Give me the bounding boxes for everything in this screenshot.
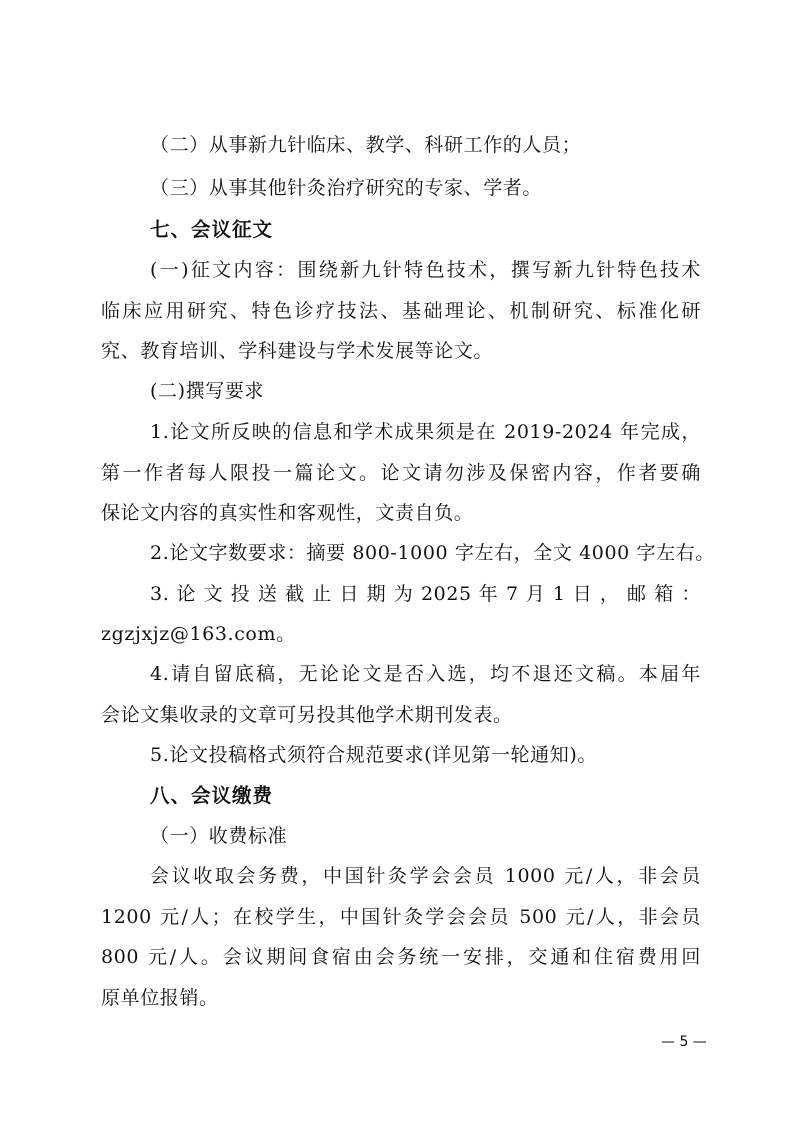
subsection-heading: （一）收费标准: [150, 825, 288, 847]
section-heading-7: 七、会议征文: [150, 218, 274, 241]
page-number: — 5 —: [661, 1034, 707, 1050]
paragraph-line: 2.论文字数要求：摘要 800-1000 字左右，全文 4000 字左右。: [150, 542, 715, 564]
paragraph-line: 5.论文投稿格式须符合规范要求(详见第一轮通知)。: [150, 744, 597, 766]
paragraph-line: (一)征文内容：围绕新九针特色技术，撰写新九针特色技术: [150, 259, 701, 281]
paragraph-line: 会论文集收录的文章可另投其他学术期刊发表。: [101, 704, 513, 726]
paragraph-line: 800 元/人。会议期间食宿由会务统一安排，交通和住宿费用回: [101, 946, 701, 968]
paragraph-line: 临床应用研究、特色诊疗技法、基础理论、机制研究、标准化研: [101, 300, 701, 322]
section-heading-8: 八、会议缴费: [150, 784, 274, 807]
subsection-heading: (二)撰写要求: [150, 380, 265, 402]
paragraph-line: 会议收取会务费，中国针灸学会会员 1000 元/人，非会员: [150, 865, 701, 887]
paragraph-line: （二）从事新九针临床、教学、科研工作的人员；: [150, 134, 582, 156]
email-line: zgzjxjz@163.com。: [101, 623, 296, 645]
paragraph-line: 3. 论 文 投 送 截 止 日 期 为 2025 年 7 月 1 日 ， 邮 箱 ：: [150, 583, 701, 605]
paragraph-line: 原单位报销。: [101, 987, 219, 1009]
paragraph-line: （三）从事其他针灸治疗研究的专家、学者。: [150, 177, 543, 199]
paragraph-line: 究、教育培训、学科建设与学术发展等论文。: [101, 340, 494, 362]
paragraph-line: 4.请自留底稿，无论论文是否入选，均不退还文稿。本届年: [150, 663, 701, 685]
paragraph-line: 保论文内容的真实性和客观性，文责自负。: [101, 502, 474, 524]
paragraph-line: 第一作者每人限投一篇论文。论文请勿涉及保密内容，作者要确: [101, 462, 701, 484]
paragraph-line: 1.论文所反映的信息和学术成果须是在 2019-2024 年完成，: [150, 421, 701, 443]
paragraph-line: 1200 元/人；在校学生，中国针灸学会会员 500 元/人，非会员: [101, 906, 701, 928]
